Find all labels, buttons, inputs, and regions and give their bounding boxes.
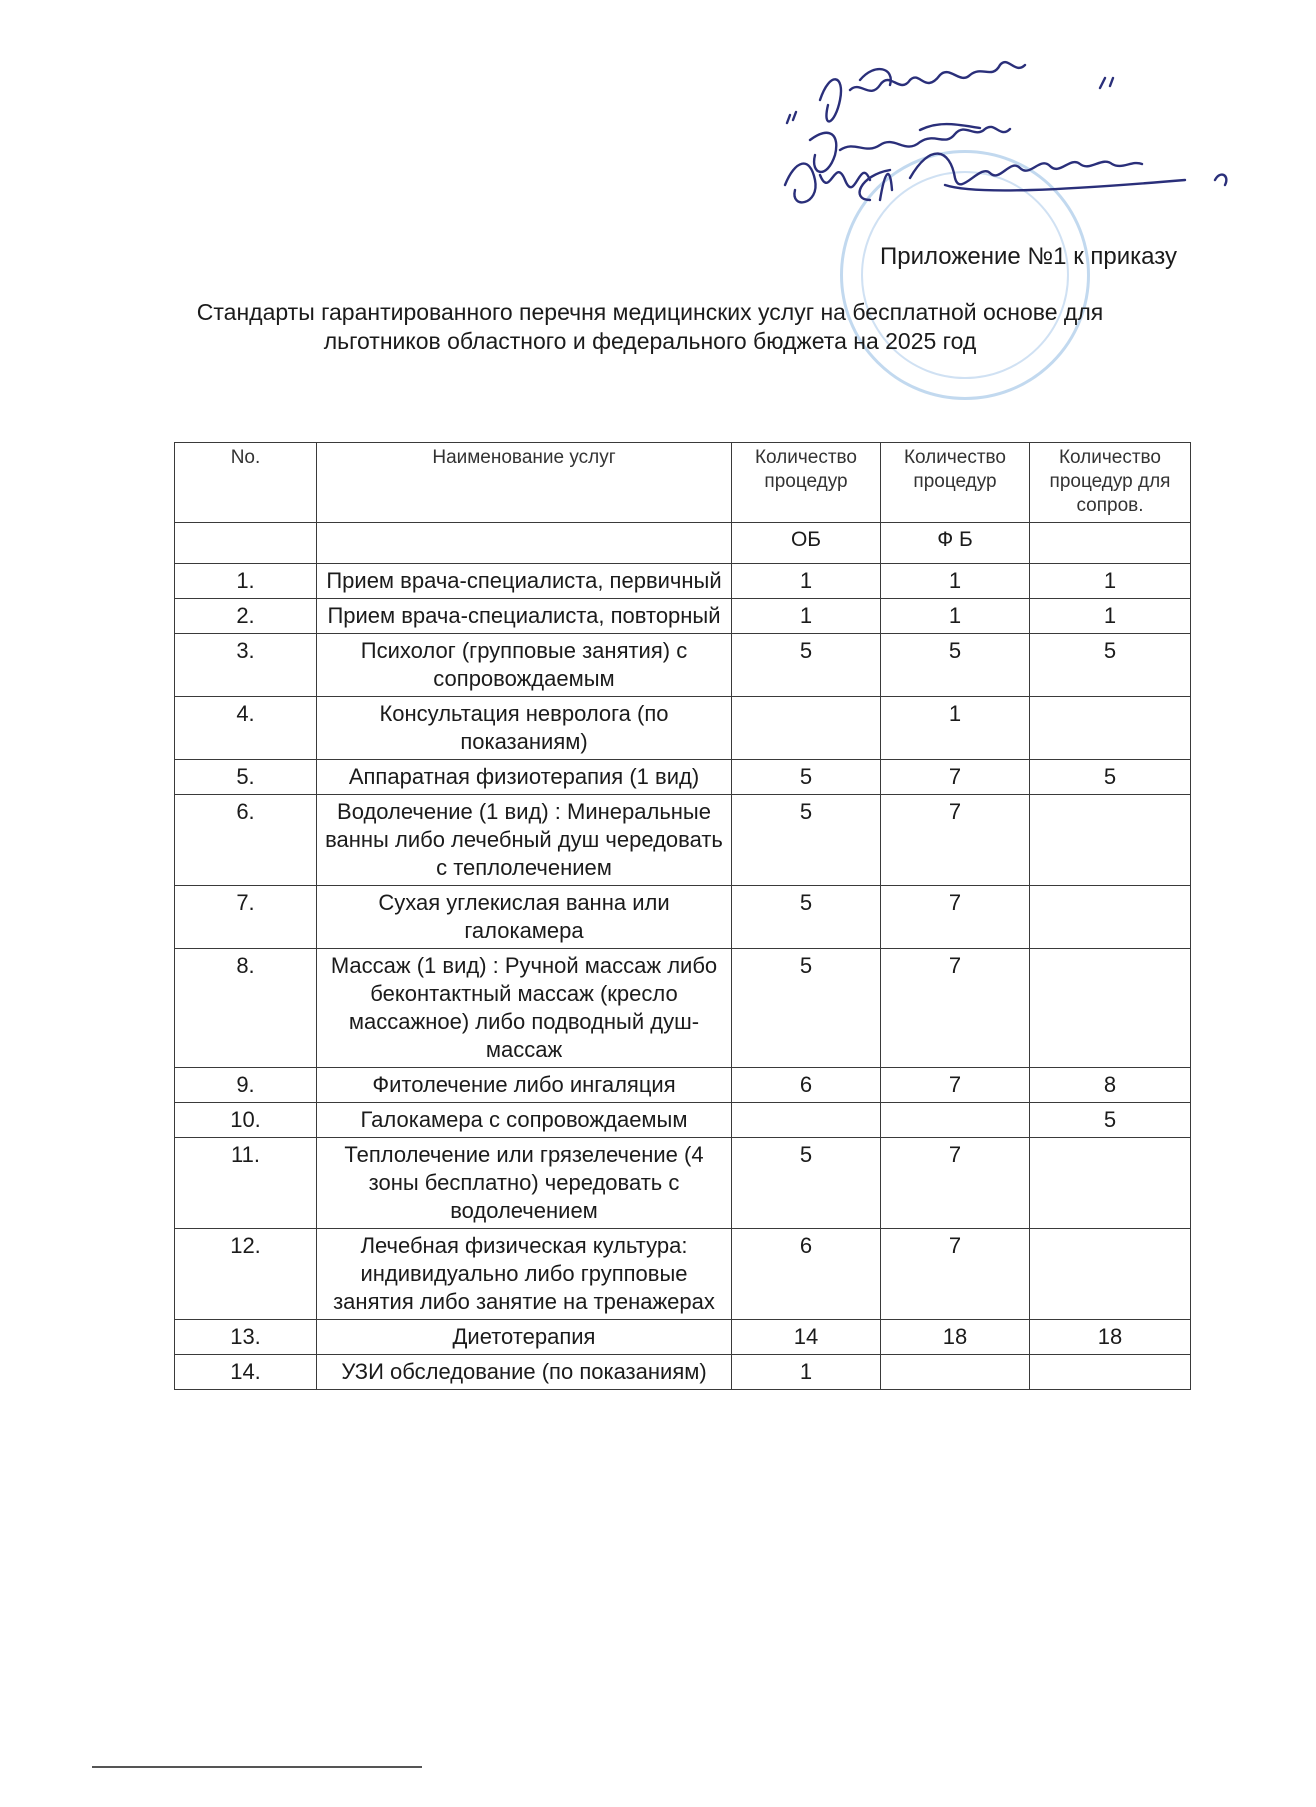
table-row [175, 564, 1191, 599]
count-ob: 5 [732, 634, 881, 697]
row-number: 1. [175, 564, 317, 599]
count-fb: 7 [881, 1138, 1030, 1229]
subheader-ob: ОБ [732, 523, 881, 564]
count-accompanying: 18 [1030, 1320, 1191, 1355]
table-header-row [175, 443, 1191, 523]
count-fb: 7 [881, 949, 1030, 1068]
table-row [175, 634, 1191, 697]
table-row [175, 795, 1191, 886]
count-fb: 5 [881, 634, 1030, 697]
count-ob: 1 [732, 1355, 881, 1390]
count-accompanying: 8 [1030, 1068, 1191, 1103]
row-number: 2. [175, 599, 317, 634]
count-accompanying: 1 [1030, 599, 1191, 634]
count-ob [732, 697, 881, 760]
count-fb: 18 [881, 1320, 1030, 1355]
count-fb: 7 [881, 795, 1030, 886]
count-fb: 7 [881, 760, 1030, 795]
count-ob [732, 1103, 881, 1138]
row-number: 9. [175, 1068, 317, 1103]
count-ob: 6 [732, 1068, 881, 1103]
service-name: Теплолечение или грязелечение (4 зоны бесплатно) чередовать с водолечением [317, 1138, 732, 1229]
service-name: Галокамера с сопровождаемым [317, 1103, 732, 1138]
count-accompanying [1030, 886, 1191, 949]
header-ob: Количество процедур [732, 443, 881, 523]
row-number: 11. [175, 1138, 317, 1229]
count-ob: 5 [732, 760, 881, 795]
count-accompanying: 5 [1030, 634, 1191, 697]
count-ob: 5 [732, 886, 881, 949]
count-ob: 5 [732, 795, 881, 886]
count-accompanying [1030, 697, 1191, 760]
table-row [175, 1068, 1191, 1103]
header-no: No. [175, 443, 317, 523]
service-name: УЗИ обследование (по показаниям) [317, 1355, 732, 1390]
count-accompanying: 1 [1030, 564, 1191, 599]
service-name: Прием врача-специалиста, первичный [317, 564, 732, 599]
service-name: Водолечение (1 вид) : Минеральные ванны либо лечебный душ чередовать с теплолечением [317, 795, 732, 886]
count-fb: 1 [881, 564, 1030, 599]
count-accompanying [1030, 1355, 1191, 1390]
row-number: 13. [175, 1320, 317, 1355]
count-accompanying [1030, 1229, 1191, 1320]
service-name: Массаж (1 вид) : Ручной массаж либо беконтактный массаж (кресло массажное) либо подводный душ-массаж [317, 949, 732, 1068]
row-number: 3. [175, 634, 317, 697]
table-row [175, 697, 1191, 760]
signature-drawing [770, 60, 1250, 240]
table-row [175, 1229, 1191, 1320]
approval-signature [770, 60, 1250, 240]
row-number: 5. [175, 760, 317, 795]
count-accompanying [1030, 1138, 1191, 1229]
services-table [174, 442, 1191, 1390]
table-row [175, 1138, 1191, 1229]
count-accompanying: 5 [1030, 760, 1191, 795]
count-ob: 5 [732, 949, 881, 1068]
subheader-empty [175, 523, 317, 564]
count-accompanying: 5 [1030, 1103, 1191, 1138]
count-fb: 7 [881, 1229, 1030, 1320]
count-ob: 1 [732, 599, 881, 634]
subheader-fb: Ф Б [881, 523, 1030, 564]
count-fb [881, 1355, 1030, 1390]
service-name: Аппаратная физиотерапия (1 вид) [317, 760, 732, 795]
row-number: 10. [175, 1103, 317, 1138]
table-row [175, 949, 1191, 1068]
count-fb: 1 [881, 599, 1030, 634]
table-row [175, 886, 1191, 949]
count-accompanying [1030, 949, 1191, 1068]
count-ob: 1 [732, 564, 881, 599]
header-fb: Количество процедур [881, 443, 1030, 523]
subheader-empty [1030, 523, 1191, 564]
row-number: 7. [175, 886, 317, 949]
document-title: Стандарты гарантированного перечня медицинских услуг на бесплатной основе для льготников областного и федерального бюджета на 2025 год [196, 299, 1104, 354]
count-ob: 5 [732, 1138, 881, 1229]
appendix-label: Приложение №1 к приказу [880, 243, 1177, 270]
count-fb: 7 [881, 886, 1030, 949]
row-number: 6. [175, 795, 317, 886]
count-ob: 14 [732, 1320, 881, 1355]
row-number: 4. [175, 697, 317, 760]
service-name: Лечебная физическая культура: индивидуально либо групповые занятия либо занятие на тренажерах [317, 1229, 732, 1320]
header-accompanying: Количество процедур для сопров. [1030, 443, 1191, 523]
service-name: Прием врача-специалиста, повторный [317, 599, 732, 634]
count-ob: 6 [732, 1229, 881, 1320]
table-row [175, 1320, 1191, 1355]
table-row [175, 599, 1191, 634]
count-accompanying [1030, 795, 1191, 886]
table-subheader-row [175, 523, 1191, 564]
count-fb: 7 [881, 1068, 1030, 1103]
service-name: Консультация невролога (по показаниям) [317, 697, 732, 760]
service-name: Фитолечение либо ингаляция [317, 1068, 732, 1103]
service-name: Диетотерапия [317, 1320, 732, 1355]
header-name: Наименование услуг [317, 443, 732, 523]
subheader-empty [317, 523, 732, 564]
row-number: 12. [175, 1229, 317, 1320]
row-number: 8. [175, 949, 317, 1068]
table-row [175, 760, 1191, 795]
row-number: 14. [175, 1355, 317, 1390]
bottom-divider [92, 1766, 422, 1768]
count-fb: 1 [881, 697, 1030, 760]
table-row [175, 1103, 1191, 1138]
service-name: Сухая углекислая ванна или галокамера [317, 886, 732, 949]
service-name: Психолог (групповые занятия) с сопровождаемым [317, 634, 732, 697]
table-body [175, 564, 1191, 1390]
table-row [175, 1355, 1191, 1390]
count-fb [881, 1103, 1030, 1138]
